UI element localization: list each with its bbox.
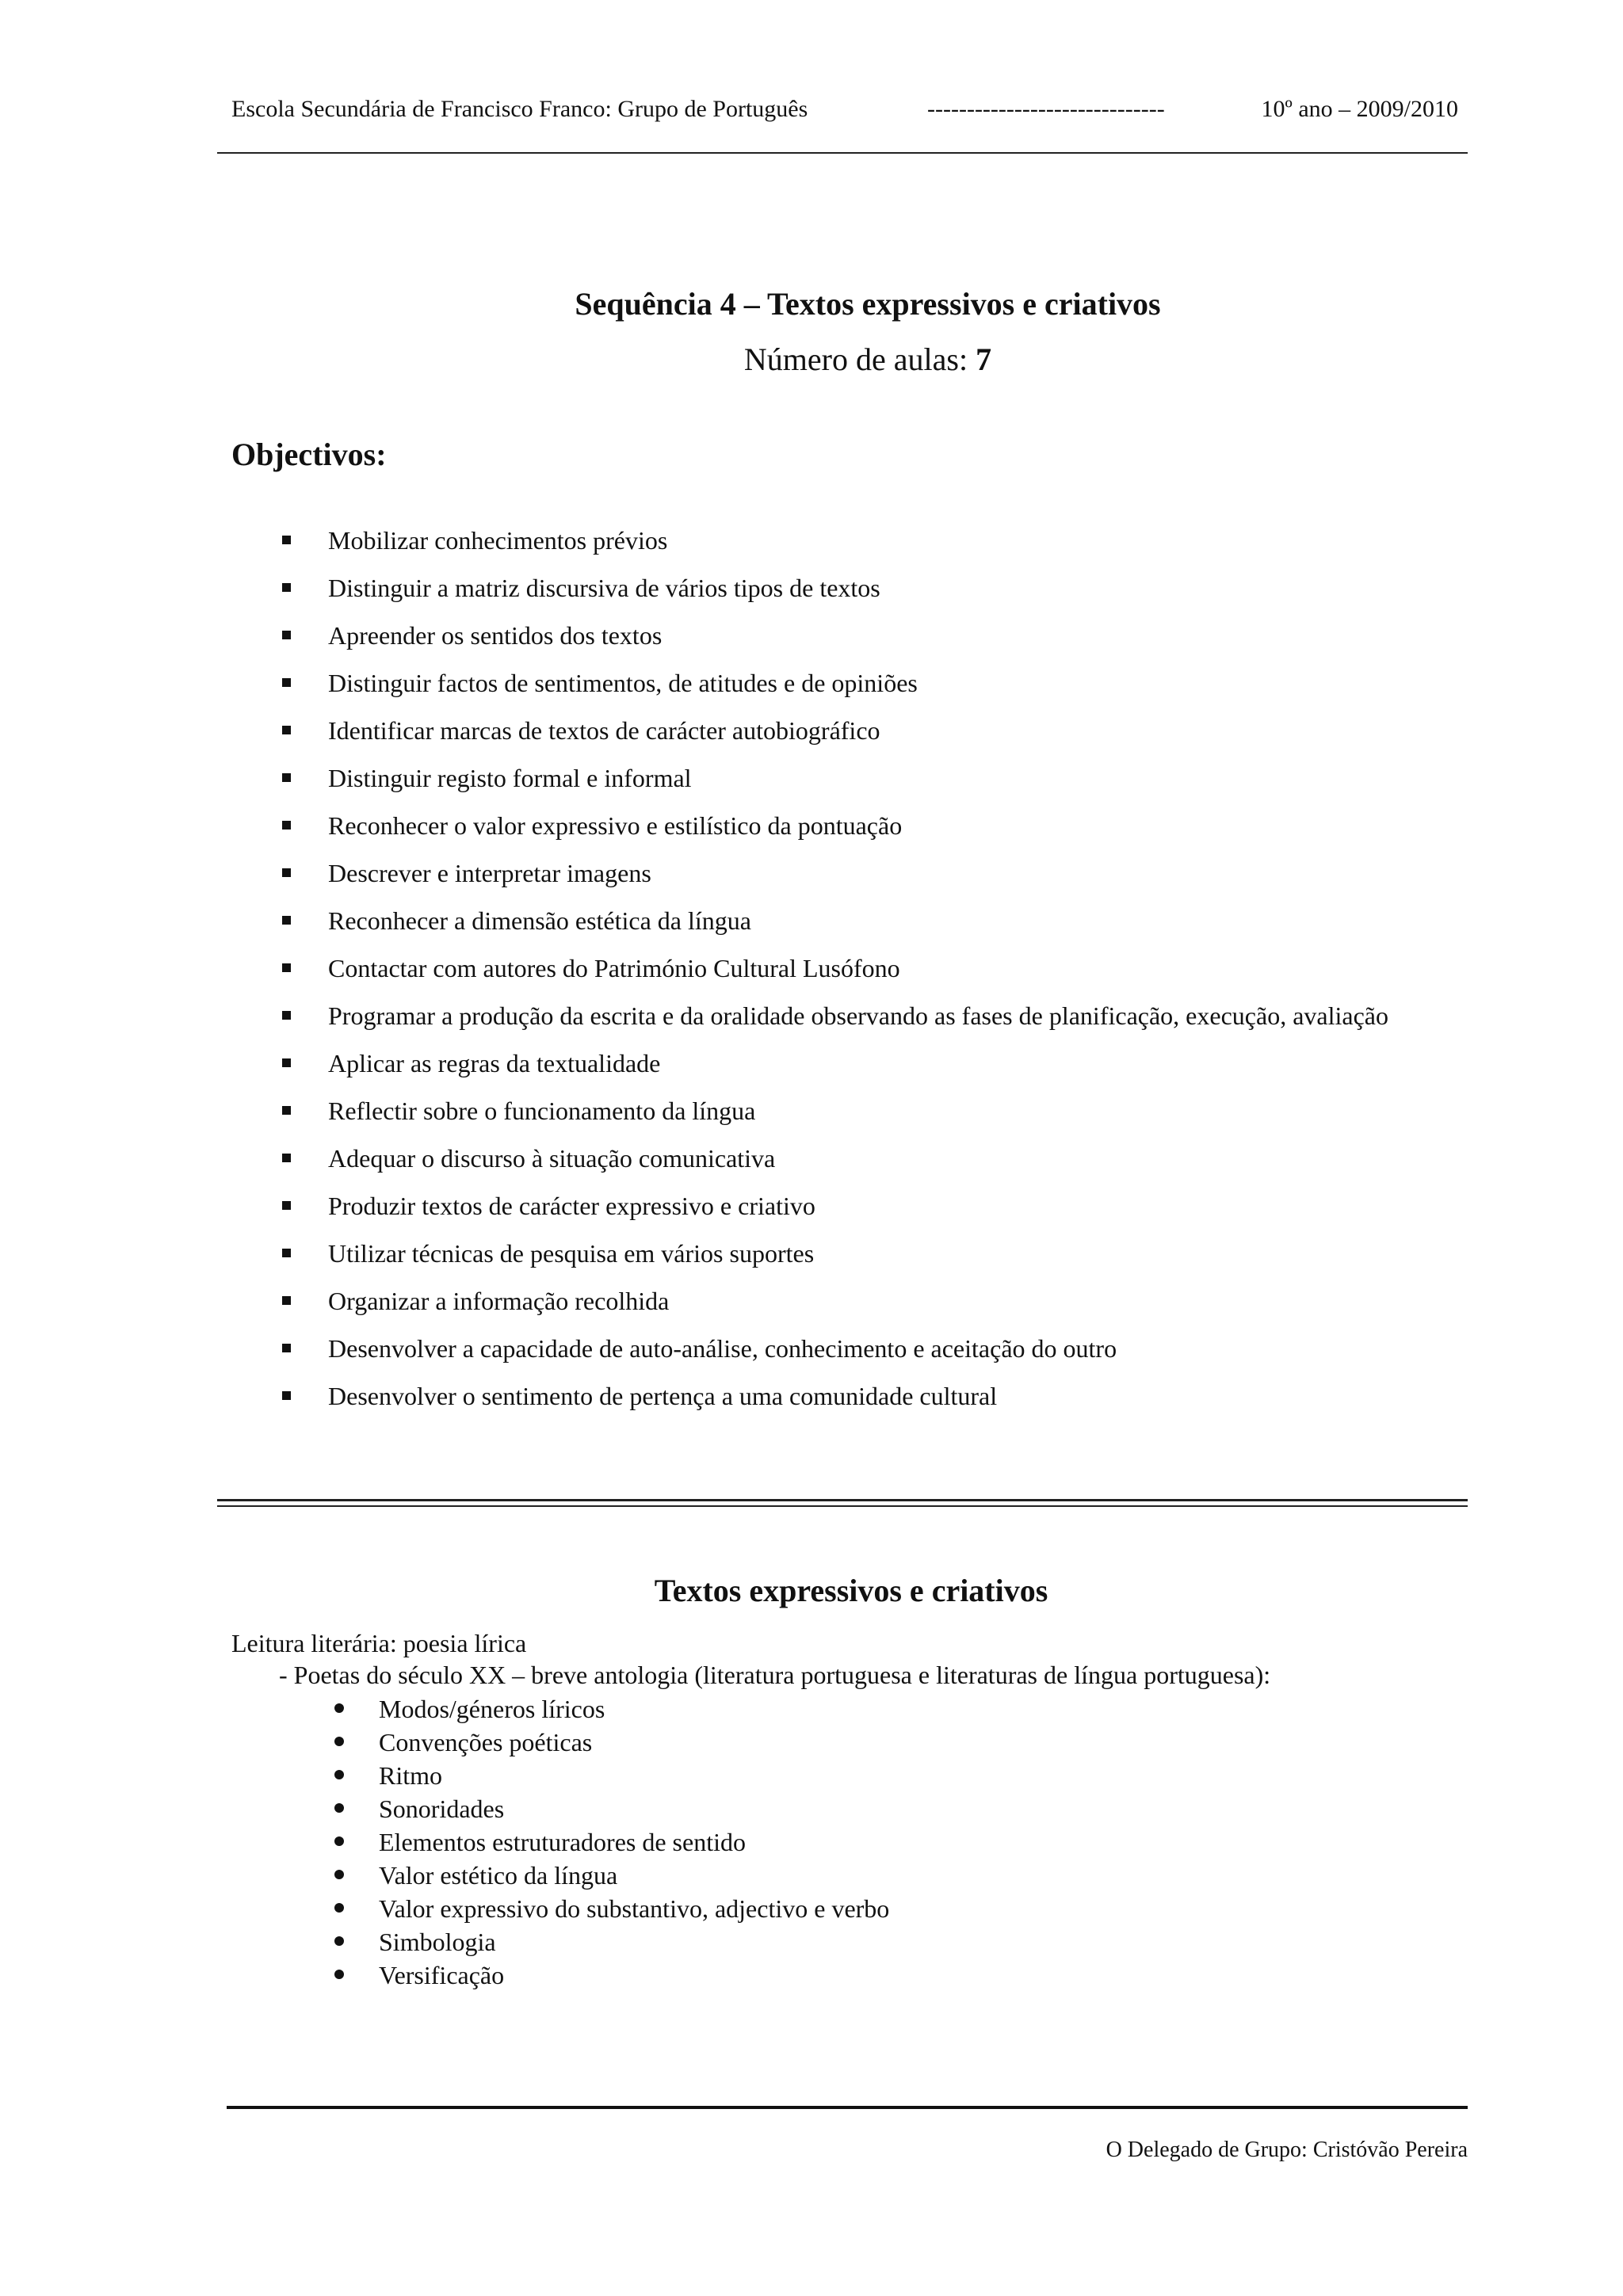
objective-item: [231, 1190, 1468, 1222]
square-bullet-icon: [282, 1344, 291, 1352]
section-divider-top: [217, 1499, 1468, 1501]
objectives-list: [231, 524, 1468, 1428]
objective-text: Adequar o discurso à situação comunicativa: [328, 1144, 776, 1173]
objective-item: [231, 620, 1468, 651]
objective-item: [231, 667, 1468, 699]
objective-text: Distinguir factos de sentimentos, de atitudes e de opiniões: [328, 669, 918, 697]
objective-text: Desenvolver o sentimento de pertença a uma comunidade cultural: [328, 1382, 998, 1410]
objective-item: [231, 952, 1468, 984]
topic-text: Convenções poéticas: [379, 1728, 593, 1756]
square-bullet-icon: [282, 726, 291, 734]
objective-item: [231, 1000, 1468, 1032]
square-bullet-icon: [282, 536, 291, 544]
square-bullet-icon: [282, 821, 291, 830]
reading-label: Leitura literária: poesia lírica: [231, 1629, 527, 1657]
topic-text: Ritmo: [379, 1761, 443, 1790]
round-bullet-icon: [334, 1970, 344, 1979]
round-bullet-icon: [334, 1870, 344, 1879]
topic-item: [330, 1859, 889, 1892]
round-bullet-icon: [334, 1737, 344, 1746]
objective-item: [231, 524, 1468, 556]
lesson-count-label: Número de aulas:: [743, 341, 968, 377]
round-bullet-icon: [334, 1936, 344, 1946]
topic-item: [330, 1925, 889, 1958]
objective-item: [231, 572, 1468, 604]
square-bullet-icon: [282, 1106, 291, 1115]
section-heading: Textos expressivos e criativos: [654, 1573, 1048, 1608]
objectives-heading: Objectivos:: [231, 437, 387, 472]
round-bullet-icon: [334, 1803, 344, 1813]
objective-item: [231, 762, 1468, 794]
objective-item: [231, 1333, 1468, 1364]
objective-text: Desenvolver a capacidade de auto-análise, conhecimento e aceitação do outro: [328, 1334, 1117, 1363]
poets-line: - Poetas do século XX – breve antologia (literatura portuguesa e literaturas de língua portuguesa):: [279, 1661, 1271, 1689]
objective-text: Organizar a informação recolhida: [328, 1287, 670, 1315]
objective-item: [231, 810, 1468, 841]
round-bullet-icon: [334, 1903, 344, 1913]
objective-text: Produzir textos de carácter expressivo e criativo: [328, 1192, 815, 1220]
square-bullet-icon: [282, 583, 291, 592]
round-bullet-icon: [334, 1770, 344, 1779]
objective-item: [231, 715, 1468, 746]
square-bullet-icon: [282, 631, 291, 639]
topic-text: Elementos estruturadores de sentido: [379, 1828, 746, 1856]
header-year: 10º ano – 2009/2010: [1261, 96, 1458, 122]
header-divider: [217, 152, 1468, 154]
topics-list: [330, 1692, 889, 1992]
objective-item: [231, 857, 1468, 889]
objective-text: Identificar marcas de textos de carácter autobiográfico: [328, 716, 880, 745]
topic-item: [330, 1958, 889, 1992]
square-bullet-icon: [282, 1058, 291, 1067]
topic-text: Valor expressivo do substantivo, adjectivo e verbo: [379, 1894, 890, 1923]
square-bullet-icon: [282, 1201, 291, 1210]
objective-text: Contactar com autores do Património Cultural Lusófono: [328, 954, 900, 982]
header-dashes: ------------------------------: [927, 96, 1165, 122]
topic-text: Sonoridades: [379, 1794, 505, 1823]
square-bullet-icon: [282, 678, 291, 687]
objective-text: Utilizar técnicas de pesquisa em vários suportes: [328, 1239, 815, 1268]
topic-item: [330, 1759, 889, 1792]
round-bullet-icon: [334, 1836, 344, 1846]
objective-item: [231, 1285, 1468, 1317]
topic-item: [330, 1892, 889, 1925]
topic-text: Modos/géneros líricos: [379, 1695, 605, 1723]
footer-signature: O Delegado de Grupo: Cristóvão Pereira: [1106, 2138, 1468, 2162]
objective-item: [231, 1095, 1468, 1127]
objective-text: Mobilizar conhecimentos prévios: [328, 526, 668, 555]
round-bullet-icon: [334, 1703, 344, 1713]
objective-text: Distinguir a matriz discursiva de vários tipos de textos: [328, 574, 880, 602]
objective-item: [231, 905, 1468, 936]
objective-text: Reconhecer o valor expressivo e estilístico da pontuação: [328, 811, 903, 840]
section-divider-bottom: [217, 1505, 1468, 1507]
objective-text: Descrever e interpretar imagens: [328, 859, 651, 887]
square-bullet-icon: [282, 1391, 291, 1400]
objective-text: Distinguir registo formal e informal: [328, 764, 692, 792]
objective-item: [231, 1142, 1468, 1174]
objective-text: Apreender os sentidos dos textos: [328, 621, 663, 650]
objective-text: Reflectir sobre o funcionamento da língua: [328, 1097, 756, 1125]
topic-item: [330, 1692, 889, 1726]
footer-divider: [227, 2106, 1468, 2109]
lesson-count-value: 7: [976, 341, 992, 377]
square-bullet-icon: [282, 773, 291, 782]
square-bullet-icon: [282, 1011, 291, 1020]
square-bullet-icon: [282, 1249, 291, 1257]
objective-text: Aplicar as regras da textualidade: [328, 1049, 661, 1077]
objective-item: [231, 1047, 1468, 1079]
square-bullet-icon: [282, 868, 291, 877]
square-bullet-icon: [282, 963, 291, 972]
page-header: [231, 93, 1458, 125]
topic-item: [330, 1726, 889, 1759]
objective-text: Programar a produção da escrita e da oralidade observando as fases de planificação, execução, avaliação: [328, 1001, 1388, 1030]
objective-text: Reconhecer a dimensão estética da língua: [328, 906, 751, 935]
topic-item: [330, 1825, 889, 1859]
objective-item: [231, 1238, 1468, 1269]
header-school: Escola Secundária de Francisco Franco: Grupo de Português: [231, 96, 808, 122]
page-title: Sequência 4 – Textos expressivos e criativos: [575, 286, 1161, 322]
objective-item: [231, 1380, 1468, 1412]
square-bullet-icon: [282, 1154, 291, 1162]
topic-text: Simbologia: [379, 1928, 496, 1956]
square-bullet-icon: [282, 916, 291, 925]
topic-text: Valor estético da língua: [379, 1861, 618, 1890]
topic-item: [330, 1792, 889, 1825]
topic-text: Versificação: [379, 1961, 505, 1989]
square-bullet-icon: [282, 1296, 291, 1305]
lesson-count: [0, 339, 1623, 380]
